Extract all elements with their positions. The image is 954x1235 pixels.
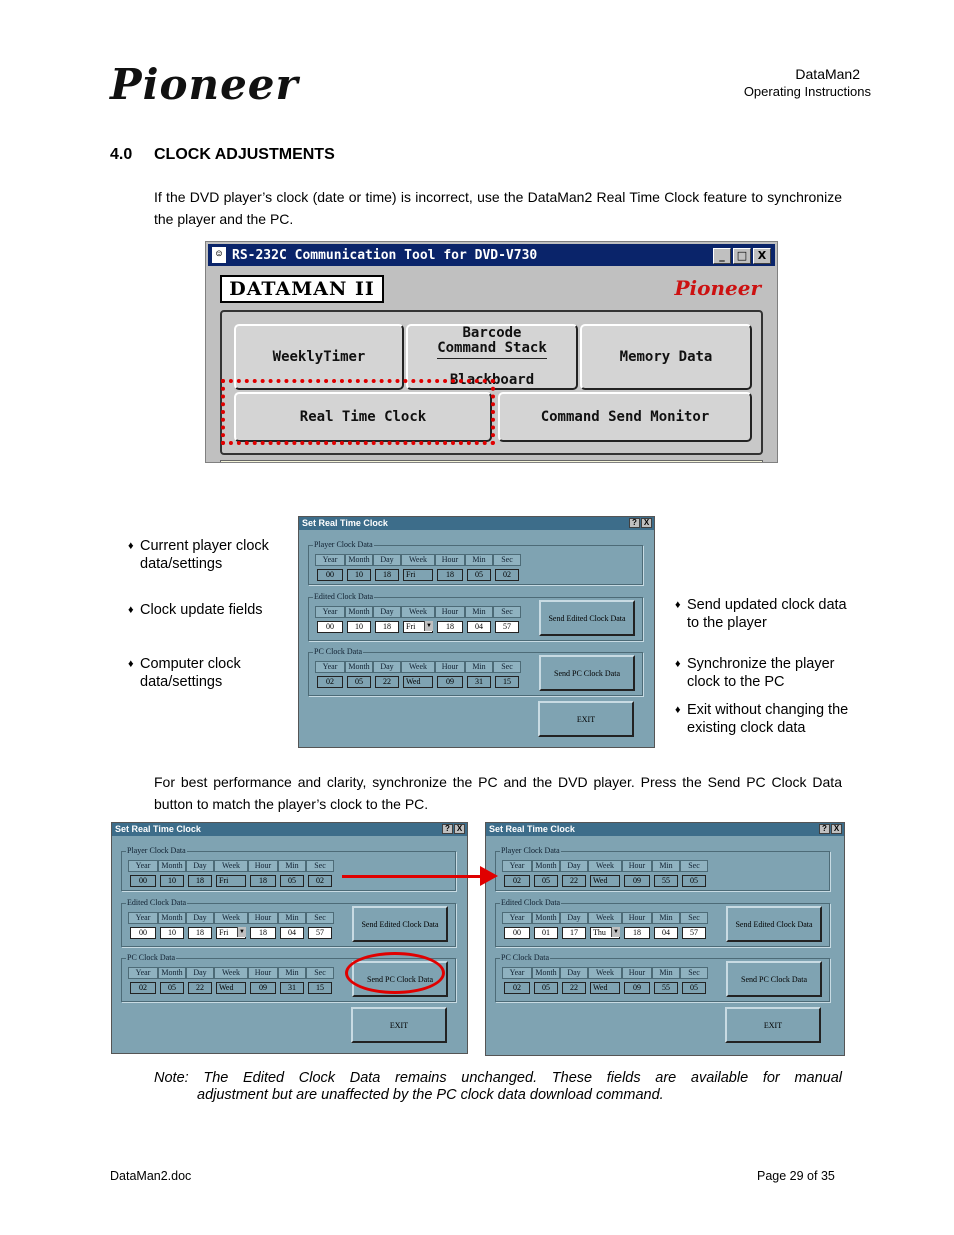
clock-column <box>306 912 334 939</box>
edited-field[interactable]: 00 <box>504 927 530 939</box>
clock-column <box>588 912 622 939</box>
column-header: Day <box>186 912 214 924</box>
column-header: Year <box>128 967 158 979</box>
clock-column <box>622 912 652 939</box>
app-titlebar <box>208 244 775 266</box>
clock-column <box>158 860 186 887</box>
column-header: Hour <box>248 912 278 924</box>
column-header: Month <box>532 967 560 979</box>
runner-icon: ☺ <box>212 247 226 263</box>
pc-field: 05 <box>682 982 706 994</box>
column-header: Month <box>345 606 373 618</box>
pc-field: 09 <box>250 982 276 994</box>
pc-field: 09 <box>437 676 463 688</box>
clock-column <box>373 554 401 581</box>
clock-column <box>493 554 521 581</box>
clock-column <box>493 606 521 633</box>
highlight-ellipse <box>345 952 445 994</box>
column-header: Sec <box>493 606 521 618</box>
pc-field: 15 <box>495 676 519 688</box>
command-send-monitor-button[interactable]: Command Send Monitor <box>498 392 752 442</box>
player-field: 55 <box>654 875 678 887</box>
pc-field: Wed <box>216 982 246 994</box>
clock-fields <box>502 860 708 887</box>
column-header: Month <box>532 860 560 872</box>
clock-column <box>401 554 435 581</box>
bullet-icon: ♦ <box>675 658 681 670</box>
group-label: PC Clock Data <box>314 647 362 656</box>
dialog-close-button[interactable]: X <box>454 824 465 834</box>
clock-column <box>278 912 306 939</box>
column-header: Month <box>345 554 373 566</box>
clock-fields <box>315 554 521 581</box>
weekly-timer-button[interactable]: WeeklyTimer <box>234 324 404 390</box>
clock-column <box>560 912 588 939</box>
dataman-badge: DATAMAN II <box>220 275 384 303</box>
column-header: Sec <box>306 912 334 924</box>
player-field: 00 <box>130 875 156 887</box>
clock-column <box>315 554 345 581</box>
clock-column <box>248 912 278 939</box>
column-header: Week <box>214 967 248 979</box>
edited-field[interactable]: 04 <box>467 621 491 633</box>
clock-column <box>158 912 186 939</box>
pc-field: 02 <box>130 982 156 994</box>
clock-column <box>248 860 278 887</box>
pc-field: Wed <box>403 676 433 688</box>
group-label: Player Clock Data <box>501 846 560 855</box>
dialog-title: Set Real Time Clock <box>489 824 575 834</box>
column-header: Year <box>128 912 158 924</box>
column-header: Min <box>278 912 306 924</box>
column-header: Hour <box>435 606 465 618</box>
clock-column <box>128 967 158 994</box>
pc-field: 05 <box>534 982 558 994</box>
clock-column <box>373 661 401 688</box>
arrow-line <box>342 875 482 878</box>
player-field: 10 <box>160 875 184 887</box>
player-field: 00 <box>317 569 343 581</box>
send-edited-button[interactable]: Send Edited Clock Data <box>352 906 448 942</box>
pc-field: 22 <box>375 676 399 688</box>
send-pc-button[interactable]: Send PC Clock Data <box>539 655 635 691</box>
clock-column <box>128 860 158 887</box>
clock-column <box>502 860 532 887</box>
edited-field[interactable]: 57 <box>682 927 706 939</box>
clock-column <box>502 912 532 939</box>
player-field: 05 <box>280 875 304 887</box>
callout-exit: ♦ Exit without changing the existing clock data <box>675 702 849 736</box>
column-header: Sec <box>493 661 521 673</box>
clock-column <box>502 967 532 994</box>
column-header: Month <box>345 661 373 673</box>
highlight-frame <box>221 379 495 445</box>
clock-fields <box>128 912 334 939</box>
dialog-titlebar <box>299 517 654 530</box>
edited-field[interactable]: 18 <box>188 927 212 939</box>
footer-filename: DataMan2.doc <box>110 1169 192 1183</box>
section-title: CLOCK ADJUSTMENTS <box>154 146 335 163</box>
column-header: Day <box>186 967 214 979</box>
clock-column <box>680 912 708 939</box>
pc-field: 22 <box>188 982 212 994</box>
clock-column <box>532 912 560 939</box>
column-header: Year <box>502 912 532 924</box>
column-header: Month <box>158 912 186 924</box>
column-header: Year <box>128 860 158 872</box>
column-header: Hour <box>435 554 465 566</box>
clock-column <box>622 967 652 994</box>
app-brand-logo: Pioneer <box>674 276 761 300</box>
dialog-title: Set Real Time Clock <box>115 824 201 834</box>
column-header: Sec <box>680 967 708 979</box>
edited-field[interactable]: Fri <box>403 621 433 633</box>
clock-column <box>315 606 345 633</box>
clock-dialog-main <box>298 516 655 748</box>
edited-field[interactable]: 04 <box>280 927 304 939</box>
column-header: Min <box>465 606 493 618</box>
column-header: Week <box>588 860 622 872</box>
clock-fields <box>502 967 708 994</box>
clock-dialog-after <box>485 822 845 1056</box>
group-label: Player Clock Data <box>314 540 373 549</box>
dialog-titlebar <box>486 823 844 836</box>
edited-field[interactable]: 10 <box>160 927 184 939</box>
clock-column <box>465 661 493 688</box>
column-header: Sec <box>680 912 708 924</box>
intro-paragraph: If the DVD player’s clock (date or time) is incorrect, use the DataMan2 Real Time Clock feature to synchronize the player and the PC. <box>154 189 842 227</box>
clock-column <box>158 967 186 994</box>
pc-field: 09 <box>624 982 650 994</box>
exit-button[interactable]: EXIT <box>538 701 634 737</box>
pc-field: 15 <box>308 982 332 994</box>
column-header: Month <box>158 967 186 979</box>
clock-column <box>214 860 248 887</box>
edited-clock-group <box>495 898 830 947</box>
clock-column <box>652 967 680 994</box>
send-pc-button[interactable]: Send PC Clock Data <box>352 961 448 997</box>
bullet-icon: ♦ <box>128 540 134 552</box>
clock-column <box>248 967 278 994</box>
column-header: Year <box>502 967 532 979</box>
clock-column <box>465 554 493 581</box>
minimize-button[interactable]: _ <box>713 248 731 264</box>
column-header: Min <box>465 661 493 673</box>
group-label: Edited Clock Data <box>501 898 561 907</box>
player-field: 05 <box>682 875 706 887</box>
callout-current-player: ♦ Current player clock data/settings <box>128 538 269 572</box>
column-header: Hour <box>622 967 652 979</box>
clock-column <box>588 967 622 994</box>
dialog-title: Set Real Time Clock <box>302 518 388 528</box>
pc-field: 02 <box>317 676 343 688</box>
edited-field[interactable]: 18 <box>250 927 276 939</box>
clock-column <box>306 967 334 994</box>
edited-field[interactable]: 04 <box>654 927 678 939</box>
edited-field[interactable]: 00 <box>317 621 343 633</box>
edited-field[interactable]: Fri <box>216 927 246 939</box>
chevron-down-icon[interactable]: ▼ <box>237 927 246 937</box>
column-header: Day <box>186 860 214 872</box>
player-field: Fri <box>216 875 246 887</box>
maximize-button[interactable]: □ <box>733 248 751 264</box>
player-field: Fri <box>403 569 433 581</box>
clock-column <box>465 606 493 633</box>
column-header: Sec <box>493 554 521 566</box>
clock-column <box>345 554 373 581</box>
section-heading <box>110 146 335 164</box>
column-header: Sec <box>306 967 334 979</box>
player-field: 02 <box>495 569 519 581</box>
column-header: Day <box>560 860 588 872</box>
player-field: 02 <box>504 875 530 887</box>
command-stack-label: Command Stack <box>437 341 547 359</box>
clock-column <box>435 554 465 581</box>
column-header: Hour <box>622 860 652 872</box>
column-header: Year <box>315 661 345 673</box>
clock-column <box>652 912 680 939</box>
bullet-icon: ♦ <box>675 704 681 716</box>
player-clock-group <box>121 846 456 891</box>
note-line-1: Note: The Edited Clock Data remains unchanged. These fields are available for manual <box>154 1070 842 1086</box>
pc-field: 31 <box>467 676 491 688</box>
edited-field[interactable]: 57 <box>308 927 332 939</box>
sync-paragraph: For best performance and clarity, synchronize the PC and the DVD player. Press the Send PC Clock Data button to match the player’s clock to the PC. <box>154 774 842 812</box>
player-field: 18 <box>188 875 212 887</box>
clock-fields <box>502 912 708 939</box>
clock-fields <box>315 661 521 688</box>
pc-field: 05 <box>160 982 184 994</box>
column-header: Day <box>560 912 588 924</box>
clock-column <box>186 912 214 939</box>
column-header: Week <box>401 661 435 673</box>
edited-field[interactable]: 00 <box>130 927 156 939</box>
edited-field[interactable]: 18 <box>375 621 399 633</box>
group-label: PC Clock Data <box>127 953 175 962</box>
group-label: Edited Clock Data <box>127 898 187 907</box>
exit-button[interactable]: EXIT <box>725 1007 821 1043</box>
edited-field[interactable]: 17 <box>562 927 586 939</box>
callout-update-fields: ♦ Clock update fields <box>128 602 263 618</box>
player-field: 18 <box>437 569 463 581</box>
column-header: Min <box>652 860 680 872</box>
edited-field[interactable]: Thu <box>590 927 620 939</box>
clock-column <box>435 661 465 688</box>
player-field: 09 <box>624 875 650 887</box>
edited-field[interactable]: 18 <box>437 621 463 633</box>
bullet-icon: ♦ <box>128 604 134 616</box>
pc-field: 22 <box>562 982 586 994</box>
pc-clock-group <box>308 647 643 696</box>
player-field: 10 <box>347 569 371 581</box>
dialog-close-button[interactable]: X <box>831 824 842 834</box>
column-header: Min <box>652 912 680 924</box>
column-header: Week <box>401 554 435 566</box>
pc-field: 55 <box>654 982 678 994</box>
doc-title: DataMan2 <box>795 66 860 82</box>
clock-column <box>214 967 248 994</box>
player-clock-group <box>495 846 830 891</box>
pc-clock-group <box>495 953 830 1002</box>
clock-column <box>373 606 401 633</box>
clock-column <box>680 967 708 994</box>
clock-fields <box>128 860 334 887</box>
column-header: Min <box>652 967 680 979</box>
column-header: Min <box>465 554 493 566</box>
dialog-titlebar <box>112 823 467 836</box>
send-pc-button[interactable]: Send PC Clock Data <box>726 961 822 997</box>
clock-column <box>560 967 588 994</box>
column-header: Hour <box>248 860 278 872</box>
column-header: Week <box>588 967 622 979</box>
group-label: Edited Clock Data <box>314 592 374 601</box>
section-number: 4.0 <box>110 146 133 163</box>
send-edited-button[interactable]: Send Edited Clock Data <box>539 600 635 636</box>
barcode-label: Barcode <box>462 325 522 341</box>
clock-column <box>588 860 622 887</box>
clock-fields <box>315 606 521 633</box>
edited-field[interactable]: 01 <box>534 927 558 939</box>
clock-column <box>560 860 588 887</box>
column-header: Day <box>560 967 588 979</box>
column-header: Min <box>278 967 306 979</box>
clock-column <box>345 606 373 633</box>
memory-data-button[interactable]: Memory Data <box>580 324 752 390</box>
pc-field: Wed <box>590 982 620 994</box>
clock-column <box>128 912 158 939</box>
clock-column <box>278 860 306 887</box>
column-header: Week <box>214 860 248 872</box>
help-button[interactable]: ? <box>629 518 640 528</box>
edited-field[interactable]: 10 <box>347 621 371 633</box>
player-field: Wed <box>590 875 620 887</box>
column-header: Week <box>401 606 435 618</box>
callout-synchronize: ♦ Synchronize the player clock to the PC <box>675 656 835 690</box>
clock-column <box>435 606 465 633</box>
clock-column <box>532 967 560 994</box>
exit-button[interactable]: EXIT <box>351 1007 447 1043</box>
clock-column <box>186 860 214 887</box>
column-header: Sec <box>680 860 708 872</box>
column-header: Min <box>278 860 306 872</box>
clock-column <box>315 661 345 688</box>
close-button[interactable]: X <box>753 248 771 264</box>
clock-column <box>306 860 334 887</box>
clock-column <box>401 661 435 688</box>
doc-subtitle: Operating Instructions <box>743 84 871 99</box>
group-label: Player Clock Data <box>127 846 186 855</box>
player-field: 18 <box>375 569 399 581</box>
dialog-close-button[interactable]: X <box>641 518 652 528</box>
edited-field[interactable]: 57 <box>495 621 519 633</box>
footer-page: Page 29 of 35 <box>757 1169 835 1183</box>
clock-column <box>532 860 560 887</box>
player-field: 18 <box>250 875 276 887</box>
pioneer-logo: Pioneer <box>110 60 299 109</box>
column-header: Hour <box>248 967 278 979</box>
arrow-right-icon <box>480 866 498 886</box>
player-clock-group <box>308 540 643 585</box>
column-header: Month <box>532 912 560 924</box>
column-header: Week <box>588 912 622 924</box>
callout-computer-clock: ♦ Computer clock data/settings <box>128 656 241 690</box>
edited-clock-group <box>121 898 456 947</box>
column-header: Year <box>502 860 532 872</box>
bullet-icon: ♦ <box>675 599 681 611</box>
clock-dialog-before <box>111 822 468 1054</box>
clock-column <box>214 912 248 939</box>
column-header: Month <box>158 860 186 872</box>
column-header: Sec <box>306 860 334 872</box>
player-field: 05 <box>534 875 558 887</box>
column-header: Week <box>214 912 248 924</box>
note <box>154 1070 842 1104</box>
column-header: Day <box>373 661 401 673</box>
column-header: Day <box>373 554 401 566</box>
column-header: Hour <box>622 912 652 924</box>
clock-column <box>680 860 708 887</box>
pc-field: 02 <box>504 982 530 994</box>
send-edited-button[interactable]: Send Edited Clock Data <box>726 906 822 942</box>
player-field: 22 <box>562 875 586 887</box>
clock-column <box>493 661 521 688</box>
blackboard-label: Blackboard <box>449 372 535 388</box>
real-time-clock-button[interactable]: Real Time Clock <box>234 392 492 442</box>
edited-field[interactable]: 18 <box>624 927 650 939</box>
clock-column <box>345 661 373 688</box>
column-header: Day <box>373 606 401 618</box>
bullet-icon: ♦ <box>128 658 134 670</box>
help-button[interactable]: ? <box>442 824 453 834</box>
column-header: Year <box>315 606 345 618</box>
callout-send-updated: ♦ Send updated clock data to the player <box>675 597 847 631</box>
column-header: Year <box>315 554 345 566</box>
column-header: Hour <box>435 661 465 673</box>
edited-clock-group <box>308 592 643 641</box>
chevron-down-icon[interactable]: ▼ <box>611 927 620 937</box>
clock-column <box>186 967 214 994</box>
clock-column <box>622 860 652 887</box>
help-button[interactable]: ? <box>819 824 830 834</box>
note-line-2: adjustment but are unaffected by the PC clock data download command. <box>197 1087 664 1103</box>
clock-fields <box>128 967 334 994</box>
player-field: 05 <box>467 569 491 581</box>
clock-column <box>652 860 680 887</box>
pc-field: 31 <box>280 982 304 994</box>
group-label: PC Clock Data <box>501 953 549 962</box>
app-title: RS-232C Communication Tool for DVD-V730 <box>232 247 538 263</box>
pc-field: 05 <box>347 676 371 688</box>
clock-column <box>278 967 306 994</box>
player-field: 02 <box>308 875 332 887</box>
clock-column <box>401 606 435 633</box>
status-strip <box>220 460 763 463</box>
chevron-down-icon[interactable]: ▼ <box>424 621 433 631</box>
